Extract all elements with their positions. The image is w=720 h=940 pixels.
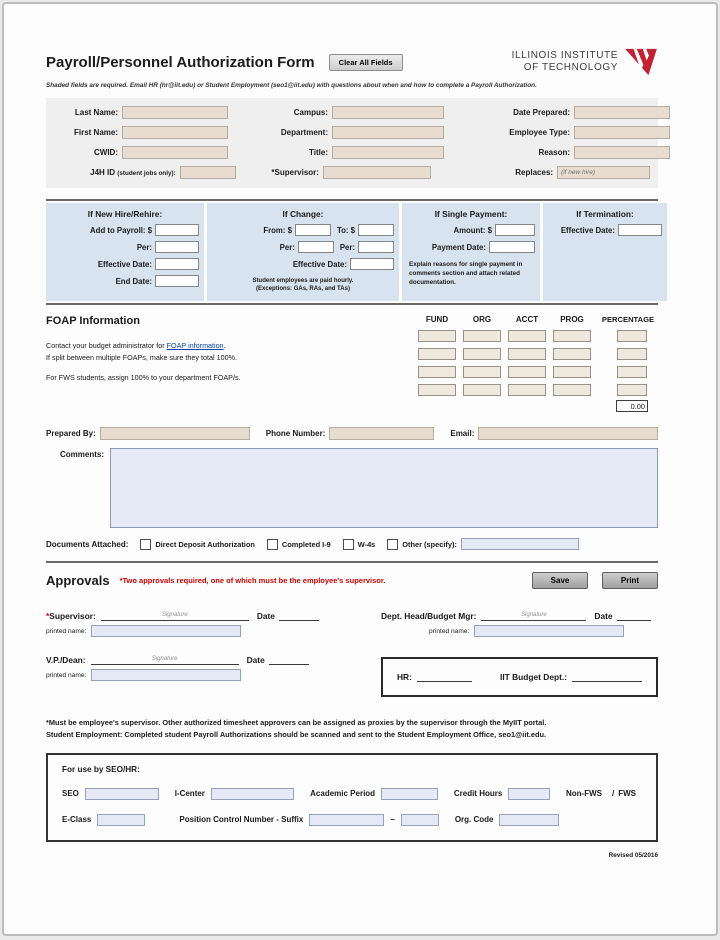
vp-dean-printed-name-field[interactable]	[91, 669, 241, 681]
approvals-header	[46, 572, 658, 589]
signature-row-2	[46, 655, 658, 697]
seo-hr-box	[46, 753, 658, 842]
fws-label: FWS	[618, 789, 636, 799]
direct-deposit-label: Direct Deposit Authorization	[155, 539, 255, 549]
termination-effective-date-label: Effective Date:	[560, 225, 615, 235]
termination-effective-date-field[interactable]	[618, 224, 662, 236]
other-specify-label: Other (specify):	[402, 539, 457, 549]
single-payment-column	[402, 203, 540, 301]
change-per1-field[interactable]	[298, 241, 334, 253]
payroll-form-page	[2, 2, 718, 936]
new-hire-per-label: Per:	[136, 242, 152, 252]
revision-note: Revised 05/2016	[608, 851, 658, 859]
approvals-note: *Two approvals required, one of which must be the employee's supervisor.	[119, 576, 386, 586]
logo-text-line1: ILLINOIS INSTITUTE	[511, 49, 618, 61]
foap-percentage-field[interactable]	[617, 366, 647, 378]
completed-i9-label: Completed I-9	[281, 539, 331, 549]
approvals-title: Approvals	[46, 573, 110, 589]
employee-type-field[interactable]	[574, 126, 670, 139]
divider-mid	[46, 303, 658, 305]
hr-budget-box	[381, 657, 658, 697]
supervisor-date-label: Date	[256, 611, 275, 622]
academic-period-field[interactable]	[381, 788, 438, 800]
pcn-field[interactable]	[309, 814, 384, 826]
amount-field[interactable]	[495, 224, 535, 236]
vp-dean-signature-line[interactable]: Signature	[91, 656, 239, 665]
foap-percentage-field[interactable]	[617, 384, 647, 396]
dept-head-signature-line[interactable]: Signature	[481, 612, 586, 621]
credit-hours-label: Credit Hours	[453, 789, 503, 799]
percentage-header: PERCENTAGE	[601, 315, 655, 325]
prog-header: PROG	[560, 315, 584, 325]
org-code-field[interactable]	[499, 814, 559, 826]
cwid-field[interactable]	[122, 146, 228, 159]
title-field[interactable]	[332, 146, 444, 159]
comments-textarea[interactable]	[110, 448, 658, 528]
foap-fund-field[interactable]	[418, 330, 456, 342]
department-field[interactable]	[332, 126, 444, 139]
e-class-field[interactable]	[97, 814, 145, 826]
payment-date-label: Payment Date:	[431, 242, 486, 252]
prepared-by-field[interactable]	[100, 427, 250, 440]
change-per1-label: Per:	[279, 242, 295, 252]
foap-fund-field[interactable]	[418, 348, 456, 360]
org-header: ORG	[472, 315, 492, 325]
foap-title: FOAP Information	[46, 315, 140, 328]
fws-slash: /	[611, 789, 615, 799]
acct-header: ACCT	[515, 315, 539, 325]
last-name-field[interactable]	[122, 106, 228, 119]
title-label: Title:	[309, 148, 328, 157]
vp-dean-printed-name-label: printed name:	[46, 671, 87, 679]
foap-acct-field[interactable]	[508, 366, 546, 378]
percentage-total: 0.00	[616, 400, 648, 412]
cwid-label: CWID:	[94, 148, 118, 157]
foap-acct-field[interactable]	[508, 330, 546, 342]
hr-line[interactable]	[417, 672, 472, 682]
dept-head-printed-name-label: printed name:	[429, 627, 470, 635]
signature-row-1	[46, 611, 658, 637]
add-to-payroll-field[interactable]	[155, 224, 199, 236]
reason-field[interactable]	[574, 146, 670, 159]
employee-info-section	[46, 98, 658, 188]
completed-i9-checkbox[interactable]	[267, 539, 278, 550]
pcn-label: Position Control Number - Suffix	[179, 815, 304, 825]
change-effective-date-label: Effective Date:	[292, 259, 347, 269]
vp-dean-date-label: Date	[246, 655, 265, 666]
seo-label: SEO	[62, 789, 79, 799]
foap-acct-field[interactable]	[508, 384, 546, 396]
end-date-label: End Date:	[115, 276, 152, 286]
form-header	[46, 48, 658, 76]
single-payment-note: Explain reasons for single payment in comments section and attach related documentation.	[409, 261, 523, 286]
documents-attached-row	[46, 538, 658, 550]
iit-budget-dept-line[interactable]	[572, 672, 642, 682]
credit-hours-field[interactable]	[508, 788, 550, 800]
comments-label: Comments:	[60, 450, 105, 460]
documents-attached-label: Documents Attached:	[46, 539, 129, 549]
supervisor-printed-name-label: printed name:	[46, 627, 87, 635]
i-center-label: I-Center	[174, 789, 205, 799]
vp-dean-label: V.P./Dean:	[46, 655, 86, 666]
foap-prog-field[interactable]	[553, 348, 591, 360]
org-code-label: Org. Code	[454, 815, 494, 825]
new-hire-title: If New Hire/Rehire:	[87, 209, 163, 219]
foap-percentage-field[interactable]	[617, 330, 647, 342]
print-button[interactable]: Print	[602, 572, 658, 589]
page-title: Payroll/Personnel Authorization Form	[46, 53, 315, 71]
foap-contact-line: Contact your budget administrator for FOAP information.	[46, 341, 226, 351]
foap-percentage-field[interactable]	[617, 348, 647, 360]
employee-type-label: Employee Type:	[509, 128, 570, 137]
e-class-label: E-Class	[62, 815, 92, 825]
approvals-supervisor-label: *Supervisor:	[46, 611, 96, 622]
change-to-label: To: $	[336, 225, 355, 235]
dept-head-printed-name-field[interactable]	[474, 625, 624, 637]
add-to-payroll-label: Add to Payroll: $	[90, 225, 152, 235]
instructions-text: Shaded fields are required. Email HR (hr@iit.edu) or Student Employment (seo1@iit.edu) with questions about when and how to complete a Payroll Authorization.	[46, 82, 537, 89]
action-section	[46, 203, 658, 301]
foap-acct-field[interactable]	[508, 348, 546, 360]
change-to-field[interactable]	[358, 224, 394, 236]
foap-prog-field[interactable]	[553, 366, 591, 378]
change-effective-date-field[interactable]	[350, 258, 394, 270]
academic-period-label: Academic Period	[310, 789, 376, 799]
foap-section	[46, 315, 658, 412]
phone-number-field[interactable]	[329, 427, 434, 440]
change-per2-label: Per:	[339, 242, 355, 252]
pcn-suffix-field[interactable]	[401, 814, 439, 826]
last-name-label: Last Name:	[74, 108, 118, 117]
campus-label: Campus:	[293, 108, 328, 117]
non-fws-label: Non-FWS	[565, 789, 602, 799]
supervisor-printed-name-field[interactable]	[91, 625, 241, 637]
direct-deposit-checkbox[interactable]	[140, 539, 151, 550]
change-note: Student employees are paid hourly. (Exceptions: GAs, RAs, and TAs)	[252, 278, 354, 293]
end-date-field[interactable]	[155, 275, 199, 287]
new-hire-effective-date-label: Effective Date:	[97, 259, 152, 269]
save-button[interactable]: Save	[532, 572, 588, 589]
dept-head-date-label: Date	[594, 611, 613, 622]
new-hire-per-field[interactable]	[155, 241, 199, 253]
foap-grid	[418, 315, 658, 412]
single-payment-title: If Single Payment:	[434, 209, 508, 219]
foap-fund-field[interactable]	[418, 366, 456, 378]
foap-fws-note: For FWS students, assign 100% to your department FOAP/s.	[46, 373, 241, 383]
iit-budget-dept-label: IIT Budget Dept.:	[500, 672, 567, 683]
date-prepared-label: Date Prepared:	[513, 108, 570, 117]
reason-label: Reason:	[538, 148, 570, 157]
payment-date-field[interactable]	[489, 241, 535, 253]
j4h-id-label: J4H ID (student jobs only):	[90, 168, 176, 177]
prepared-by-label: Prepared By:	[46, 429, 96, 439]
date-prepared-field[interactable]	[574, 106, 670, 119]
change-column	[207, 203, 399, 301]
seo-field[interactable]	[85, 788, 159, 800]
seo-hr-title: For use by SEO/HR:	[62, 764, 140, 774]
dept-head-label: Dept. Head/Budget Mgr:	[381, 611, 477, 622]
other-specify-field[interactable]	[461, 538, 579, 550]
supervisor-label: *Supervisor:	[271, 168, 319, 177]
foap-fund-field[interactable]	[418, 384, 456, 396]
divider-top	[46, 199, 658, 201]
change-per2-field[interactable]	[358, 241, 394, 253]
logo-text-line2: OF TECHNOLOGY	[523, 62, 618, 73]
w4s-checkbox[interactable]	[343, 539, 354, 550]
first-name-label: First Name:	[73, 128, 118, 137]
change-from-label: From: $	[263, 225, 292, 235]
iit-triangle-icon	[624, 48, 658, 76]
email-field[interactable]	[478, 427, 658, 440]
hr-label: HR:	[397, 672, 412, 683]
termination-column	[543, 203, 667, 301]
foap-org-field[interactable]	[463, 384, 501, 396]
other-checkbox[interactable]	[387, 539, 398, 550]
w4s-label: W-4s	[357, 539, 376, 549]
pcn-dash: –	[390, 815, 395, 825]
divider-bottom	[46, 561, 658, 563]
foap-org-field[interactable]	[463, 348, 501, 360]
foap-org-field[interactable]	[463, 330, 501, 342]
termination-title: If Termination:	[576, 209, 634, 219]
amount-label: Amount: $	[453, 225, 492, 235]
supervisor-field[interactable]	[323, 166, 431, 179]
replaces-field[interactable]: (if new hire)	[557, 166, 650, 179]
phone-number-label: Phone Number:	[265, 429, 326, 439]
fund-header: FUND	[425, 315, 449, 325]
change-from-field[interactable]	[295, 224, 331, 236]
new-hire-column	[46, 203, 204, 301]
comments-row	[46, 448, 658, 528]
replaces-label: Replaces:	[515, 168, 554, 177]
supervisor-date-line[interactable]	[279, 611, 319, 621]
j4h-id-field[interactable]	[180, 166, 236, 179]
iit-logo	[512, 48, 658, 76]
foap-prog-field[interactable]	[553, 330, 591, 342]
i-center-field[interactable]	[211, 788, 294, 800]
change-title: If Change:	[282, 209, 324, 219]
footnote: *Must be employee's supervisor. Other authorized timesheet approvers can be assigned as proxies by the supervisor through the MyIIT portal. Student Employment: Completed student Payroll Authorizations should be scanned and sent to the Student Employment Office, seo1@iit.edu.	[46, 718, 547, 740]
department-label: Department:	[280, 128, 328, 137]
vp-dean-date-line[interactable]	[269, 655, 309, 665]
prepared-by-row	[46, 427, 658, 440]
foap-org-field[interactable]	[463, 366, 501, 378]
clear-all-fields-button[interactable]: Clear All Fields	[329, 54, 403, 71]
campus-field[interactable]	[332, 106, 444, 119]
foap-split-note: If split between multiple FOAPs, make sure they total 100%.	[46, 353, 237, 363]
first-name-field[interactable]	[122, 126, 228, 139]
dept-head-date-line[interactable]	[617, 611, 651, 621]
foap-information-link[interactable]: FOAP information	[166, 341, 224, 351]
supervisor-signature-line[interactable]: Signature	[101, 612, 249, 621]
email-label: Email:	[450, 429, 475, 439]
new-hire-effective-date-field[interactable]	[155, 258, 199, 270]
foap-prog-field[interactable]	[553, 384, 591, 396]
